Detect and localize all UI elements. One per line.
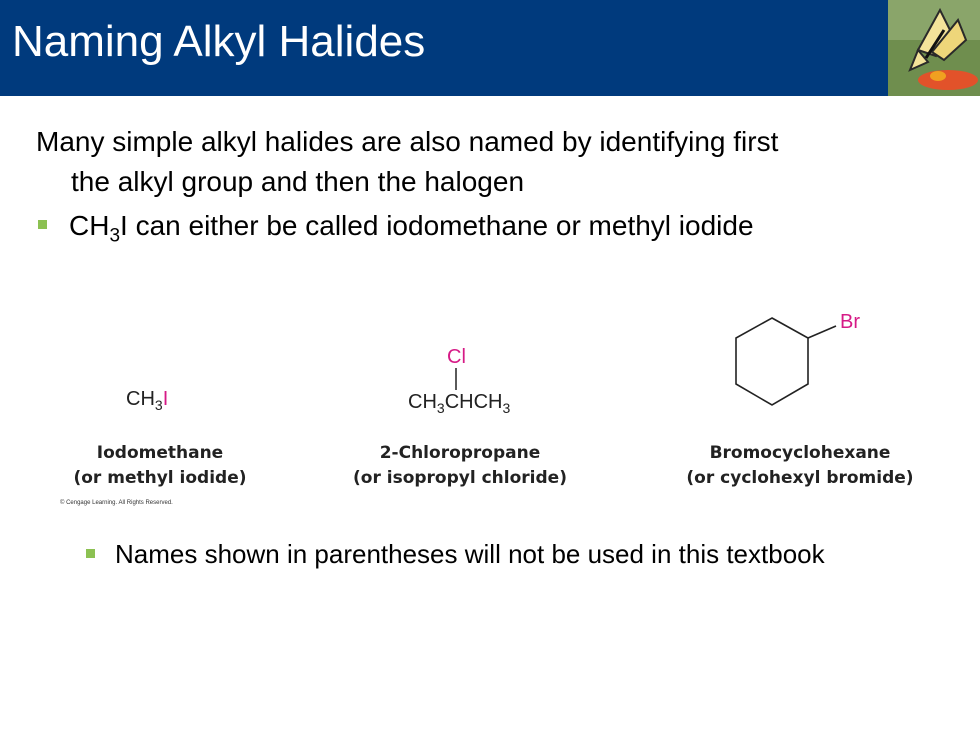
bullet2-text: Names shown in parentheses will not be used in this textbook [115,539,825,569]
formula-subscript: 3 [502,400,511,416]
bromine-label: Br [840,311,860,333]
chloropropane-formula [408,391,510,416]
slide-title: Naming Alkyl Halides [12,17,426,66]
formula-text: CH [408,391,437,413]
intro-line-2: the alkyl group and then the halogen [71,166,525,197]
compound-alt-name: (or isopropyl chloride) [353,468,567,488]
iodomethane-formula [126,388,168,413]
intro-line-1: Many simple alkyl halides are also named by identifying first [36,126,779,157]
compound-alt-name: (or methyl iodide) [73,468,247,488]
compound-name: Bromocyclohexane [709,443,891,463]
bullet1-formula-tail: I [120,210,128,241]
title-bar [0,0,980,96]
compound-alt-name: (or cyclohexyl bromide) [686,468,914,488]
formula-halogen: I [162,388,169,410]
chlorine-bond [452,368,462,392]
bullet1-formula-sub: 3 [109,225,121,247]
bullet1-text: can either be called iodomethane or methyl iodide [127,210,754,241]
formula-subscript: 3 [154,397,163,413]
bullet-square-icon [86,549,95,558]
cyclohexane-ring [724,310,844,420]
formula-text: CHCH [444,391,503,413]
bullet-parentheses-note [86,534,966,574]
formula-text: CH [126,388,155,410]
compound-name: Iodomethane [96,443,224,463]
bullet-iodomethane [38,206,958,257]
formula-subscript: 3 [436,400,445,416]
bullet-square-icon [38,220,47,229]
compound-name: 2-Chloropropane [379,443,541,463]
copyright-notice: © Cengage Learning. All Rights Reserved. [60,500,173,506]
chlorine-label: Cl [447,346,466,368]
intro-paragraph [36,122,936,202]
butterfly-photo-icon [888,0,980,96]
bullet1-formula-base: CH [69,210,110,241]
